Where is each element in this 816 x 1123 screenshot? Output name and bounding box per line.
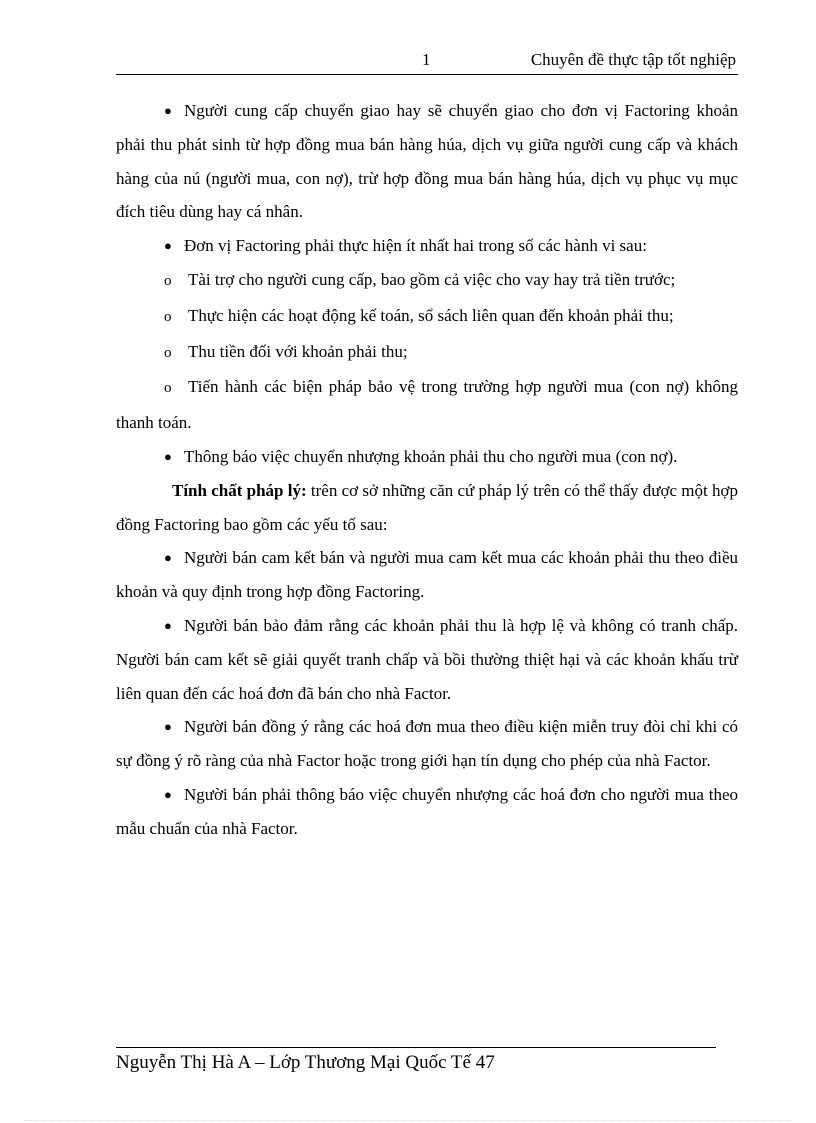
page-edge-divider [24, 1120, 794, 1121]
header-title: Chuyên đề thực tập tốt nghiệp [530, 50, 736, 69]
paragraph-text: Tài trợ cho người cung cấp, bao gồm cả việc cho vay hay trả tiền trước; [188, 269, 676, 289]
paragraph-text: Người bán đồng ý rằng các hoá đơn mua theo điều kiện miễn truy đòi chỉ khi có sự đồng ý rõ ràng của nhà Factor hoặc trong giới hạn tín dụng cho phép của nhà Factor. [116, 717, 738, 771]
bullet-icon: ● [164, 550, 172, 566]
footer-divider [116, 1047, 716, 1048]
bullet-paragraph [116, 710, 738, 778]
bullet-paragraph [116, 229, 738, 263]
page-header [116, 50, 738, 75]
circle-bullet-icon: o [164, 308, 172, 325]
page-number: 1 [422, 50, 431, 69]
bullet-icon: ● [164, 238, 172, 254]
sub-bullet-paragraph [116, 335, 738, 371]
paragraph-text: Người cung cấp chuyển giao hay sẽ chuyển giao cho đơn vị Factoring khoản phải thu phát sinh từ hợp đồng mua bán hàng húa, dịch vụ giữa người cung cấp và khách hàng của nú (người mua, con nợ), trừ hợp đồng mua bán hàng húa, dịch vụ phục vụ mục đích tiêu dùng hay cá nhân. [116, 101, 738, 222]
footer-author: Nguyễn Thị Hà A – Lớp Thương Mại Quốc Tế 47 [116, 1052, 495, 1073]
paragraph-text: Đơn vị Factoring phải thực hiện ít nhất hai trong số các hành vi sau: [184, 236, 647, 256]
paragraph-text: Người bán cam kết bán và người mua cam kết mua các khoản phải thu theo điều khoản và quy định trong hợp đồng Factoring. [116, 548, 738, 602]
paragraph-text: Thông báo việc chuyển nhượng khoản phải thu cho người mua (con nợ). [184, 446, 678, 466]
sub-bullet-paragraph [116, 370, 738, 440]
sub-bullet-paragraph [116, 299, 738, 335]
bullet-paragraph [116, 609, 738, 710]
paragraph-text: Tiến hành các biện pháp bảo vệ trong trường hợp người mua (con nợ) không thanh toán. [116, 377, 738, 433]
legal-label: Tính chất pháp lý: [172, 480, 307, 500]
bullet-icon: ● [164, 786, 172, 802]
circle-bullet-icon: o [164, 380, 172, 397]
bullet-icon: ● [164, 617, 172, 633]
bullet-paragraph [116, 440, 738, 474]
document-body [116, 94, 738, 846]
bullet-paragraph [116, 94, 738, 229]
paragraph-text: Người bán phải thông báo việc chuyển nhượng các hoá đơn cho người mua theo mẫu chuẩn của nhà Factor. [116, 784, 738, 838]
bullet-paragraph [116, 541, 738, 609]
paragraph-text: trên cơ sở những căn cứ pháp lý trên có thể thấy được một hợp đồng Factoring bao gồm các yếu tố sau: [116, 480, 738, 534]
circle-bullet-icon: o [164, 344, 172, 361]
legal-paragraph [116, 474, 738, 542]
sub-bullet-paragraph [116, 263, 738, 299]
bullet-icon: ● [164, 448, 172, 464]
bullet-icon: ● [164, 719, 172, 735]
circle-bullet-icon: o [164, 272, 172, 289]
paragraph-text: Thực hiện các hoạt động kế toán, sổ sách liên quan đến khoản phải thu; [188, 305, 674, 325]
paragraph-text: Thu tiền đối với khoản phải thu; [188, 341, 408, 361]
bullet-icon: ● [164, 103, 172, 118]
bullet-paragraph [116, 778, 738, 846]
paragraph-text: Người bán bảo đảm rằng các khoản phải thu là hợp lệ và không có tranh chấp. Người bán cam kết sẽ giải quyết tranh chấp và bồi thường thiệt hại và các khoản khấu trừ liên quan đến các hoá đơn đã bán cho nhà Factor. [116, 615, 738, 703]
